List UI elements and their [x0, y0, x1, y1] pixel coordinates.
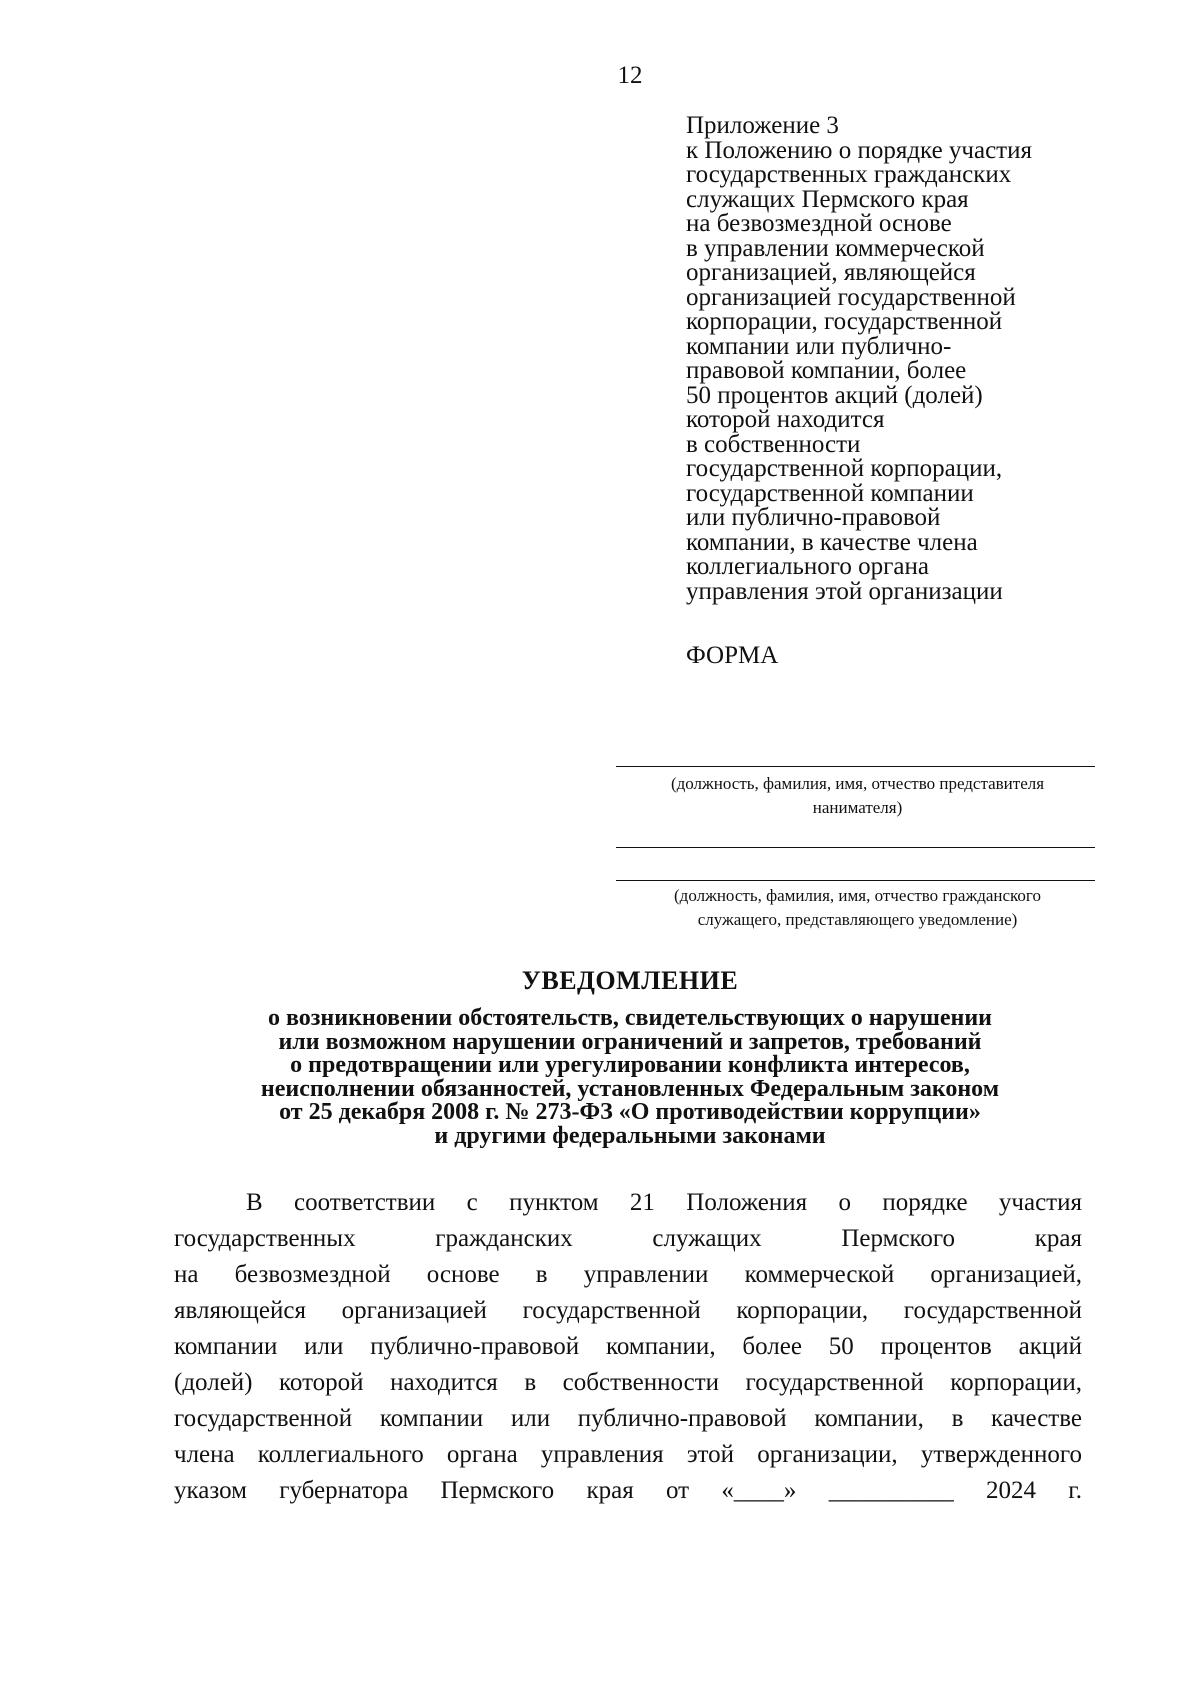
employer-signature-line — [616, 766, 1095, 767]
document-title: УВЕДОМЛЕНИЕ — [521, 966, 739, 995]
appendix-line: государственной корпорации, — [686, 455, 1003, 482]
subtitle-line: о возникновении обстоятельств, свидетельствующих о нарушении — [267, 1005, 992, 1031]
appendix-line: государственных гражданских — [686, 161, 1012, 188]
subtitle-line: о предотвращении или урегулировании конфликта интересов, — [290, 1052, 970, 1078]
appendix-line: в управлении коммерческой — [686, 234, 985, 262]
page-number: 12 — [617, 62, 643, 89]
body-line: компании или публично-правовой компании, более 50 процентов акций — [174, 1333, 1082, 1360]
appendix-reference — [686, 114, 1106, 604]
servant-signature-line-1 — [616, 847, 1095, 848]
subtitle-line: и другими федеральными законами — [434, 1122, 826, 1149]
appendix-line: управления этой организации — [686, 577, 1003, 605]
subtitle-line: или возможном нарушении ограничений и запретов, требований — [278, 1028, 982, 1055]
appendix-line: организацией, являющейся — [686, 259, 976, 286]
appendix-line: в собственности — [686, 430, 861, 458]
appendix-line: или публично-правовой — [686, 504, 941, 531]
appendix-line: служащих Пермского края — [686, 185, 969, 213]
body-line: являющейся организацией государственной корпорации, государственной — [174, 1297, 1082, 1324]
body-line: на безвозмездной основе в управлении коммерческой организацией, — [174, 1261, 1082, 1288]
appendix-line: 50 процентов акций (долей) — [686, 381, 983, 409]
body-line: В соответствии с пунктом 21 Положения о порядке участия — [246, 1189, 1082, 1216]
body-line: члена коллегиального органа управления этой организации, утвержденного — [174, 1441, 1082, 1468]
appendix-line: государственной компании — [686, 479, 974, 507]
appendix-line: которой находится — [686, 406, 885, 433]
appendix-line: Приложение 3 — [686, 112, 839, 139]
subtitle-line: от 25 декабря 2008 г. № 273-ФЗ «О противодействии коррупции» — [279, 1099, 981, 1125]
servant-caption-line: (должность, фамилия, имя, отчество гражданского — [674, 886, 1041, 905]
servant-caption — [620, 884, 1095, 932]
form-label: ФОРМА — [686, 642, 779, 669]
subtitle-line: неисполнении обязанностей, установленных Федеральным законом — [260, 1075, 1000, 1102]
appendix-line: к Положению о порядке участия — [686, 136, 1032, 164]
document-subtitle — [180, 1007, 1080, 1148]
appendix-line: правовой компании, более — [686, 357, 967, 384]
employer-caption-line: (должность, фамилия, имя, отчество представителя — [670, 774, 1045, 793]
appendix-line: компании, в качестве члена — [686, 528, 978, 556]
appendix-line: компании или публично- — [686, 332, 952, 360]
body-line: указом губернатора Пермского края от «____» __________ 2024 г. — [174, 1477, 1082, 1504]
employer-caption-line: нанимателя) — [812, 798, 903, 817]
employer-caption — [620, 772, 1095, 820]
body-line: государственной компании или публично-правовой компании, в качестве — [174, 1405, 1082, 1432]
appendix-line: корпорации, государственной — [686, 308, 1003, 335]
appendix-line: на безвозмездной основе — [686, 210, 952, 237]
body-line: (долей) которой находится в собственности государственной корпорации, — [174, 1369, 1082, 1396]
body-line: государственных гражданских служащих Пермского края — [174, 1225, 1082, 1252]
appendix-line: коллегиального органа — [686, 553, 930, 580]
servant-signature-line-2 — [616, 880, 1095, 881]
servant-caption-line: служащего, представляющего уведомление) — [697, 910, 1018, 929]
appendix-line: организацией государственной — [686, 283, 1016, 311]
